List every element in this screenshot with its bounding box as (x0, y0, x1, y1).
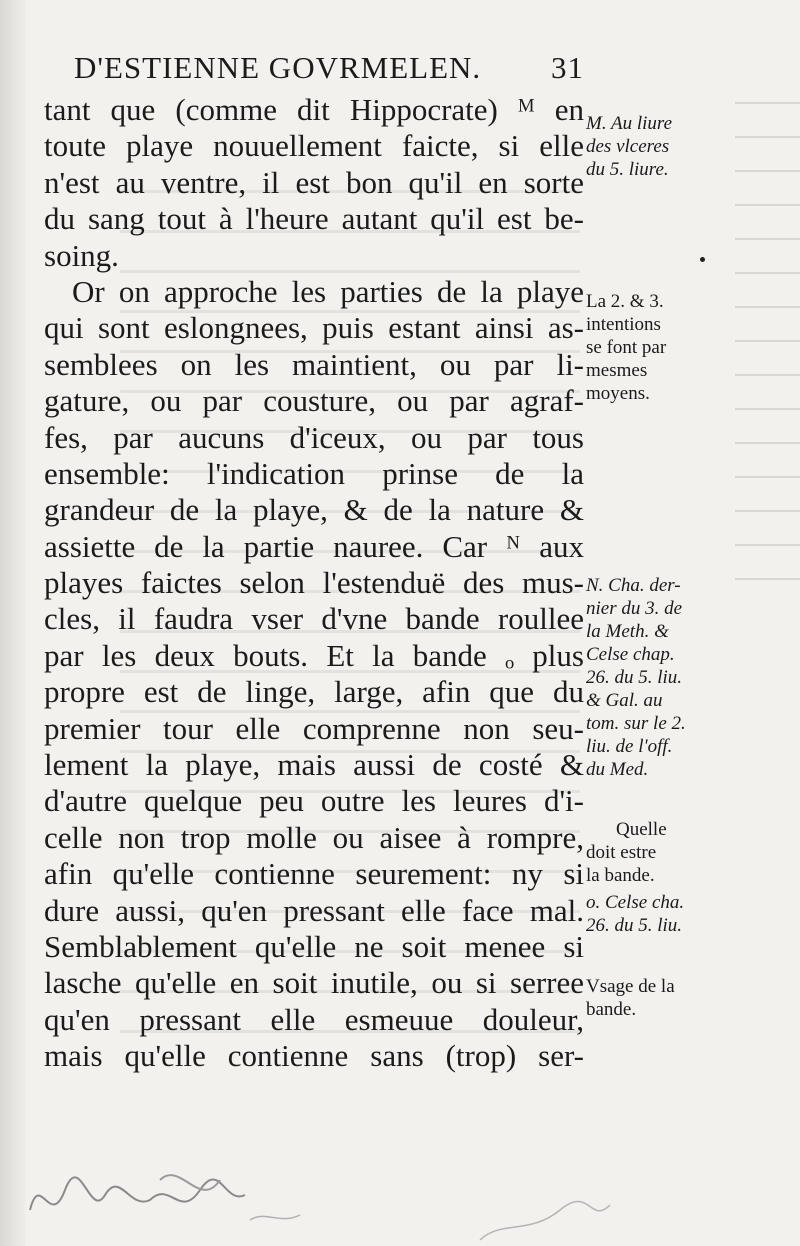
note-line: tom. sur le 2. (586, 713, 686, 734)
text-line: mais qu'elle contienne sans (trop) ser- (44, 1038, 584, 1074)
note-line: du 5. liure. (586, 159, 669, 180)
note-line: o. Celse cha. (586, 892, 685, 913)
note-line: 26. du 5. liu. (586, 667, 683, 688)
page-edge (0, 0, 26, 1246)
text-line: tant que (comme dit Hippocrate) ᴹ en (44, 92, 584, 127)
text-line: qu'en pressant elle esmeuue douleur, (44, 1001, 584, 1037)
text-line: afin qu'elle contienne seurement: ny si (44, 856, 584, 892)
note-line: du Med. (586, 759, 649, 780)
note-line: mesmes (586, 360, 648, 381)
handwritten-scribble (10, 1150, 650, 1246)
text-line: semblees on les maintient, ou par li- (44, 346, 584, 382)
running-title: D'ESTIENNE GOVRMELEN. (74, 50, 482, 85)
text-line: gature, ou par cousture, ou par agraf- (44, 383, 584, 419)
text-line: d'autre quelque peu outre les leures d'i- (44, 783, 584, 819)
text-line: par les deux bouts. Et la bande ₒ plus (44, 637, 584, 673)
note-line: N. Cha. der- (586, 575, 681, 596)
text-line: celle non trop molle ou aisee à rompre, (44, 819, 584, 855)
text-line: propre est de linge, large, afin que du (44, 674, 584, 710)
text-line: grandeur de la playe, & de la nature & (44, 492, 584, 528)
text-line: lement la playe, mais aussi de costé & (44, 747, 584, 783)
text-line: ensemble: l'indication prinse de la (44, 455, 584, 491)
text-line: assiette de la partie nauree. Car ᴺ aux (44, 528, 584, 564)
note-line: intentions (586, 314, 661, 335)
note-line: la Meth. & (586, 621, 669, 642)
text-line: Semblablement qu'elle ne soit menee si (44, 928, 584, 964)
text-line: du sang tout à l'heure autant qu'il est be- (44, 201, 584, 237)
note-line: nier du 3. de (586, 598, 683, 619)
facing-page-ghost-text (735, 80, 800, 600)
text-line: n'est au ventre, il est bon qu'il en sorte (44, 164, 584, 200)
note-line: & Gal. au (586, 690, 663, 711)
note-line: liu. de l'off. (586, 736, 673, 757)
ink-dot (700, 257, 705, 262)
main-text-block (44, 92, 584, 1075)
text-line: premier tour elle comprenne non seu- (44, 710, 584, 746)
margin-note-n (586, 574, 711, 781)
note-line: la bande. (586, 865, 655, 886)
text-line: playes faictes selon l'estenduë des mus- (44, 565, 584, 601)
note-line: moyens. (586, 383, 650, 404)
note-line: Quelle (616, 819, 667, 840)
note-line: 26. du 5. liu. (586, 915, 683, 936)
margin-note-intentions (586, 290, 711, 405)
note-line: La 2. & 3. (586, 291, 664, 312)
margin-note-o (586, 891, 711, 937)
text-line: toute playe nouuellement faicte, si elle (44, 128, 584, 164)
margin-note-m (586, 112, 711, 181)
note-line: doit estre (586, 842, 657, 863)
text-line: qui sont eslongnees, puis estant ainsi as- (44, 310, 584, 346)
note-line: Celse chap. (586, 644, 675, 665)
text-line: lasche qu'elle en soit inutile, ou si serree (44, 965, 584, 1001)
note-line: M. Au liure (586, 113, 673, 134)
note-line: Vsage de la (586, 976, 675, 997)
note-line: se font par (586, 337, 667, 358)
text-line: Or on approche les parties de la playe (72, 273, 584, 309)
text-line: dure aussi, qu'en pressant elle face mal. (44, 892, 584, 928)
page-header (74, 50, 584, 94)
note-line: bande. (586, 999, 637, 1020)
margin-note-quelle-cont (586, 841, 711, 887)
margin-note-vsage (586, 975, 711, 1021)
margin-note-quelle (616, 818, 741, 841)
note-line: des vlceres (586, 136, 670, 157)
text-line: soing. (44, 237, 119, 273)
text-line: cles, il faudra vser d'vne bande roullee (44, 601, 584, 637)
text-line: fes, par aucuns d'iceux, ou par tous (44, 419, 584, 455)
page-number: 31 (551, 50, 584, 85)
